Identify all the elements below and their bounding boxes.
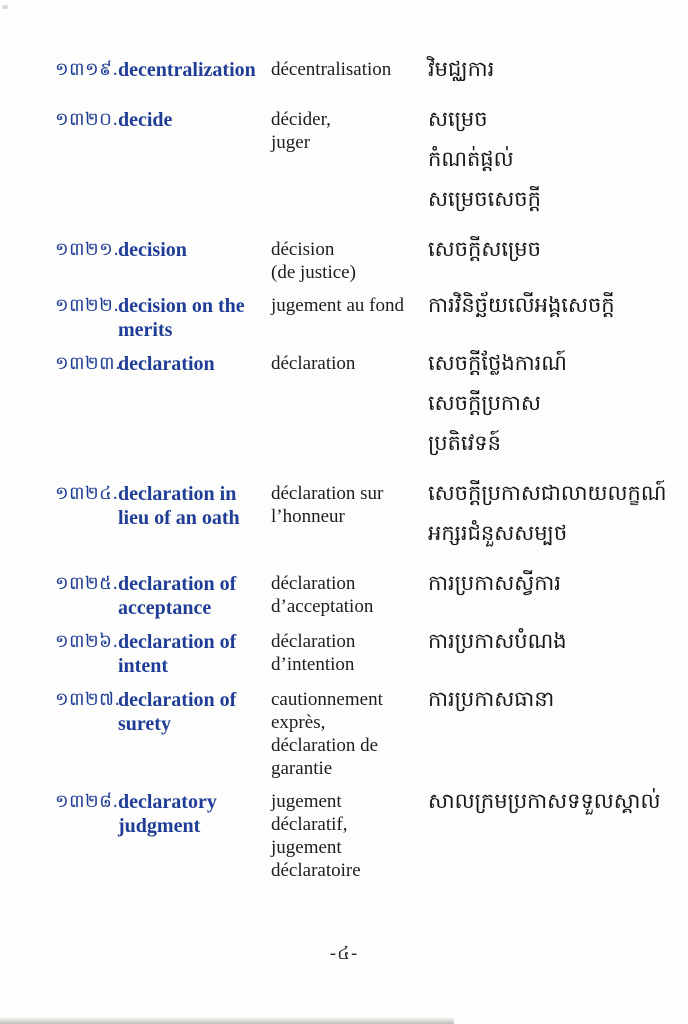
page-number: -៤- — [329, 943, 359, 964]
entry-english-term: declaration of surety — [118, 689, 237, 735]
entry-number: ១៣២៣. — [55, 353, 122, 374]
entry-khmer-translation — [428, 294, 674, 334]
entry-english-term: declaration of acceptance — [118, 573, 237, 619]
entry-french-translation — [271, 352, 428, 375]
entry-khmer-translation — [428, 58, 674, 98]
scan-artifact-speck — [2, 5, 8, 9]
glossary-entries-list — [55, 58, 674, 892]
entry-french-line: déclaratoire — [271, 860, 361, 881]
entry-khmer-line: ការប្រកាសធានា — [428, 687, 555, 711]
entry-english-term: declaration of intent — [118, 631, 237, 677]
entry-french-line: jugement — [271, 791, 342, 812]
entry-khmer-line: សម្រេចសេចក្តី — [428, 187, 541, 211]
entry-khmer-line: ការប្រកាសស្វីការ — [428, 571, 561, 595]
entry-french-line: d’intention — [271, 654, 355, 675]
glossary-entry-row — [55, 58, 674, 98]
glossary-entry-row — [55, 294, 674, 342]
entry-number: ១៣២៧. — [55, 689, 121, 710]
entry-french-line: (de justice) — [271, 262, 356, 283]
entry-number: ១៣២៤. — [55, 483, 119, 504]
glossary-entry-row — [55, 790, 674, 882]
entry-english-term: decide — [118, 109, 173, 131]
entry-french-line: décider, — [271, 109, 331, 130]
glossary-entry-row — [55, 238, 674, 284]
entry-khmer-line: វិមជ្ឈការ — [428, 57, 495, 81]
entry-khmer-translation — [428, 352, 674, 472]
entry-french-line: d’acceptation — [271, 596, 374, 617]
entry-khmer-line: អក្សរជំនួសសម្បថ — [428, 521, 568, 545]
entry-french-translation — [271, 572, 428, 618]
entry-number: ១៣២៨. — [55, 791, 119, 812]
entry-french-line: jugement — [271, 837, 342, 858]
entry-french-line: décision — [271, 239, 335, 260]
glossary-entry-row — [55, 630, 674, 678]
entry-french-line: déclaration — [271, 353, 356, 374]
entry-french-translation — [271, 482, 428, 528]
glossary-entry-row — [55, 108, 674, 228]
entry-french-translation — [271, 688, 428, 780]
entry-french-line: cautionnement — [271, 689, 383, 710]
entry-french-translation — [271, 630, 428, 676]
glossary-entry-row — [55, 688, 674, 780]
entry-french-line: garantie — [271, 758, 333, 779]
entry-french-translation — [271, 58, 428, 81]
glossary-entry-row — [55, 482, 674, 562]
entry-french-translation — [271, 238, 428, 284]
entry-english-term: declaration — [118, 353, 215, 375]
entry-khmer-line: សេចក្តីថ្លែងការណ៍ — [428, 351, 567, 375]
glossary-entry-row — [55, 572, 674, 620]
entry-french-line: décentralisation — [271, 59, 392, 80]
entry-khmer-line: សេចក្តីសម្រេច — [428, 237, 541, 261]
entry-khmer-translation — [428, 688, 674, 728]
entry-khmer-line: សាលក្រមប្រកាសទទួលស្គាល់ — [428, 789, 661, 813]
glossary-entry-row — [55, 352, 674, 472]
entry-khmer-translation — [428, 482, 674, 562]
entry-french-line: l’honneur — [271, 506, 345, 527]
entry-english-term: declaratory judgment — [118, 791, 217, 837]
entry-khmer-line: ការប្រកាសបំណង — [428, 629, 567, 653]
entry-number: ១៣២០. — [55, 109, 119, 130]
entry-khmer-translation — [428, 790, 674, 830]
entry-french-translation — [271, 790, 428, 882]
entry-khmer-line: ប្រតិវេទន៍ — [428, 431, 501, 455]
entry-number: ១៣១៩. — [55, 59, 119, 80]
entry-khmer-translation — [428, 572, 674, 612]
scan-shadow — [0, 1017, 454, 1024]
entry-number: ១៣២១. — [55, 239, 120, 260]
entry-french-line: déclaration de — [271, 735, 379, 756]
entry-french-line: exprès, — [271, 712, 326, 733]
entry-french-translation — [271, 294, 428, 317]
entry-khmer-translation — [428, 238, 674, 278]
entry-french-line: déclaration — [271, 573, 356, 594]
entry-french-line: déclaratif, — [271, 814, 348, 835]
entry-number: ១៣២២. — [55, 295, 120, 316]
entry-khmer-line: ការវិនិច្ឆ័យលើអង្គសេចក្តី — [428, 293, 615, 317]
entry-number: ១៣២៦. — [55, 631, 119, 652]
entry-khmer-translation — [428, 108, 674, 228]
entry-khmer-line: សេចក្តីប្រកាសជាលាយលក្ខណ៍ — [428, 481, 667, 505]
entry-french-translation — [271, 108, 428, 154]
entry-english-term: decision on the merits — [118, 295, 245, 341]
entry-french-line: juger — [271, 132, 311, 153]
entry-english-term: declaration in lieu of an oath — [118, 483, 240, 529]
entry-french-line: déclaration — [271, 631, 356, 652]
entry-english-term: decision — [118, 239, 187, 261]
entry-english-term: decentralization — [118, 59, 256, 81]
entry-khmer-line: កំណត់ផ្តល់ — [428, 147, 514, 171]
entry-french-line: jugement au fond — [271, 295, 404, 316]
entry-khmer-translation — [428, 630, 674, 670]
entry-khmer-line: សេចក្តីប្រកាស — [428, 391, 541, 415]
entry-khmer-line: សម្រេច — [428, 107, 488, 131]
entry-french-line: déclaration sur — [271, 483, 384, 504]
entry-number: ១៣២៥. — [55, 573, 119, 594]
